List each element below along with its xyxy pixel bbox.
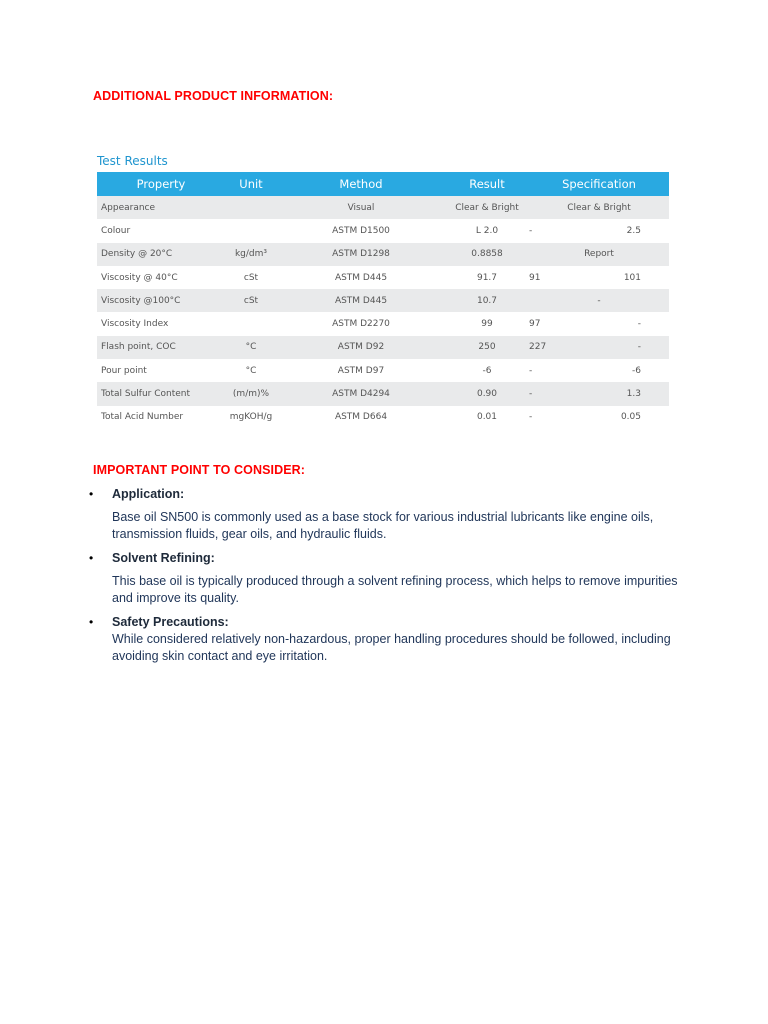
cell-unit	[225, 219, 277, 242]
table-row	[97, 406, 669, 429]
spec-range	[529, 226, 669, 236]
cell-result: 0.8858	[471, 249, 503, 260]
spec-range	[529, 389, 669, 399]
cell-unit: cSt	[243, 272, 259, 283]
cell-method: ASTM D445	[334, 272, 388, 283]
table-row	[97, 243, 669, 266]
cell-method: ASTM D92	[337, 342, 385, 353]
bullet-icon: •	[89, 551, 94, 565]
list-item	[89, 550, 689, 607]
table-row	[97, 219, 669, 242]
cell-unit: (m/m)%	[232, 389, 270, 400]
cell-specification	[529, 312, 669, 335]
additional-info-heading: ADDITIONAL PRODUCT INFORMATION:	[93, 89, 334, 103]
cell-specification: Report	[584, 249, 614, 260]
spec-max: 2.5	[626, 225, 641, 236]
important-points-list	[89, 486, 689, 672]
cell-unit: kg/dm³	[234, 249, 268, 260]
header-unit: Unit	[239, 177, 263, 191]
table-row	[97, 382, 669, 405]
cell-method: ASTM D97	[337, 365, 385, 376]
cell-specification	[529, 406, 669, 429]
cell-result: 0.01	[476, 412, 498, 423]
table-row	[97, 196, 669, 219]
table-header-row	[97, 172, 669, 196]
cell-result: -6	[482, 365, 492, 376]
spec-min: -	[529, 389, 533, 400]
cell-method: ASTM D4294	[332, 389, 390, 400]
cell-unit: °C	[245, 342, 257, 353]
cell-result: 99	[481, 319, 493, 330]
spec-min: 91	[529, 272, 541, 283]
cell-unit: cSt	[243, 295, 259, 306]
spec-min: -	[529, 365, 533, 376]
header-method: Method	[339, 177, 383, 191]
cell-result: L 2.0	[475, 225, 499, 236]
spec-range	[529, 366, 669, 376]
point-title: Application:	[112, 487, 185, 501]
cell-result: Clear & Bright	[455, 202, 519, 213]
cell-method: ASTM D1500	[332, 225, 390, 236]
table-body	[97, 196, 669, 429]
cell-method: Visual	[347, 202, 375, 213]
test-results-table	[97, 172, 669, 429]
spec-range	[529, 412, 669, 422]
spec-range	[529, 273, 669, 283]
table-row	[97, 289, 669, 312]
cell-result: 10.7	[476, 295, 498, 306]
cell-specification	[529, 266, 669, 289]
cell-unit	[225, 196, 277, 219]
cell-property: Pour point	[101, 365, 147, 376]
cell-unit: °C	[245, 365, 257, 376]
header-result: Result	[469, 177, 505, 191]
spec-range	[529, 342, 669, 352]
cell-property: Viscosity Index	[101, 319, 169, 330]
cell-property: Viscosity @100°C	[101, 295, 181, 306]
spec-min: -	[529, 225, 533, 236]
test-results-title: Test Results	[97, 154, 168, 168]
cell-property: Flash point, COC	[101, 342, 176, 353]
cell-method: ASTM D1298	[332, 249, 390, 260]
cell-property: Viscosity @ 40°C	[101, 272, 178, 283]
cell-property: Appearance	[101, 202, 156, 213]
cell-method: ASTM D445	[334, 295, 388, 306]
cell-result: 250	[478, 342, 496, 353]
cell-specification	[529, 382, 669, 405]
list-item	[89, 486, 689, 543]
spec-max: -	[637, 319, 641, 330]
point-text: Base oil SN500 is commonly used as a base stock for various industrial lubricants like engine oils, transmission fluids, gear oils, and hydraulic fluids.	[112, 510, 654, 541]
spec-min: 227	[529, 342, 547, 353]
cell-specification: Clear & Bright	[567, 202, 631, 213]
table-row	[97, 266, 669, 289]
cell-unit	[225, 312, 277, 335]
header-property: Property	[136, 177, 186, 191]
bullet-icon: •	[89, 615, 94, 629]
cell-specification	[529, 359, 669, 382]
list-item	[89, 614, 689, 665]
spec-range	[529, 319, 669, 329]
cell-property: Total Acid Number	[101, 412, 184, 423]
point-title: Safety Precautions:	[112, 615, 229, 629]
spec-max: 0.05	[620, 412, 641, 423]
cell-method: ASTM D2270	[332, 319, 390, 330]
table-row	[97, 312, 669, 335]
important-points-heading: IMPORTANT POINT TO CONSIDER:	[93, 463, 306, 477]
point-text: While considered relatively non-hazardous, proper handling procedures should be followed, including avoiding skin contact and eye irritation.	[112, 632, 671, 663]
cell-specification	[529, 336, 669, 359]
cell-specification	[529, 219, 669, 242]
table-row	[97, 336, 669, 359]
cell-unit: mgKOH/g	[229, 412, 273, 423]
table-row	[97, 359, 669, 382]
spec-min: 97	[529, 319, 541, 330]
header-specification: Specification	[562, 177, 636, 191]
cell-method: ASTM D664	[334, 412, 388, 423]
spec-max: 101	[623, 272, 641, 283]
cell-result: 91.7	[476, 272, 498, 283]
spec-max: -6	[632, 365, 641, 376]
cell-property: Total Sulfur Content	[101, 389, 191, 400]
cell-property: Density @ 20°C	[101, 249, 173, 260]
point-text: This base oil is typically produced through a solvent refining process, which helps to remove impurities and improve its quality.	[112, 574, 678, 605]
spec-min: -	[529, 412, 533, 423]
cell-specification: -	[597, 295, 601, 306]
cell-property: Colour	[101, 225, 131, 236]
spec-max: -	[637, 342, 641, 353]
test-results-section	[97, 152, 669, 429]
bullet-icon: •	[89, 487, 94, 501]
cell-result: 0.90	[476, 389, 498, 400]
spec-max: 1.3	[626, 389, 641, 400]
point-title: Solvent Refining:	[112, 551, 215, 565]
